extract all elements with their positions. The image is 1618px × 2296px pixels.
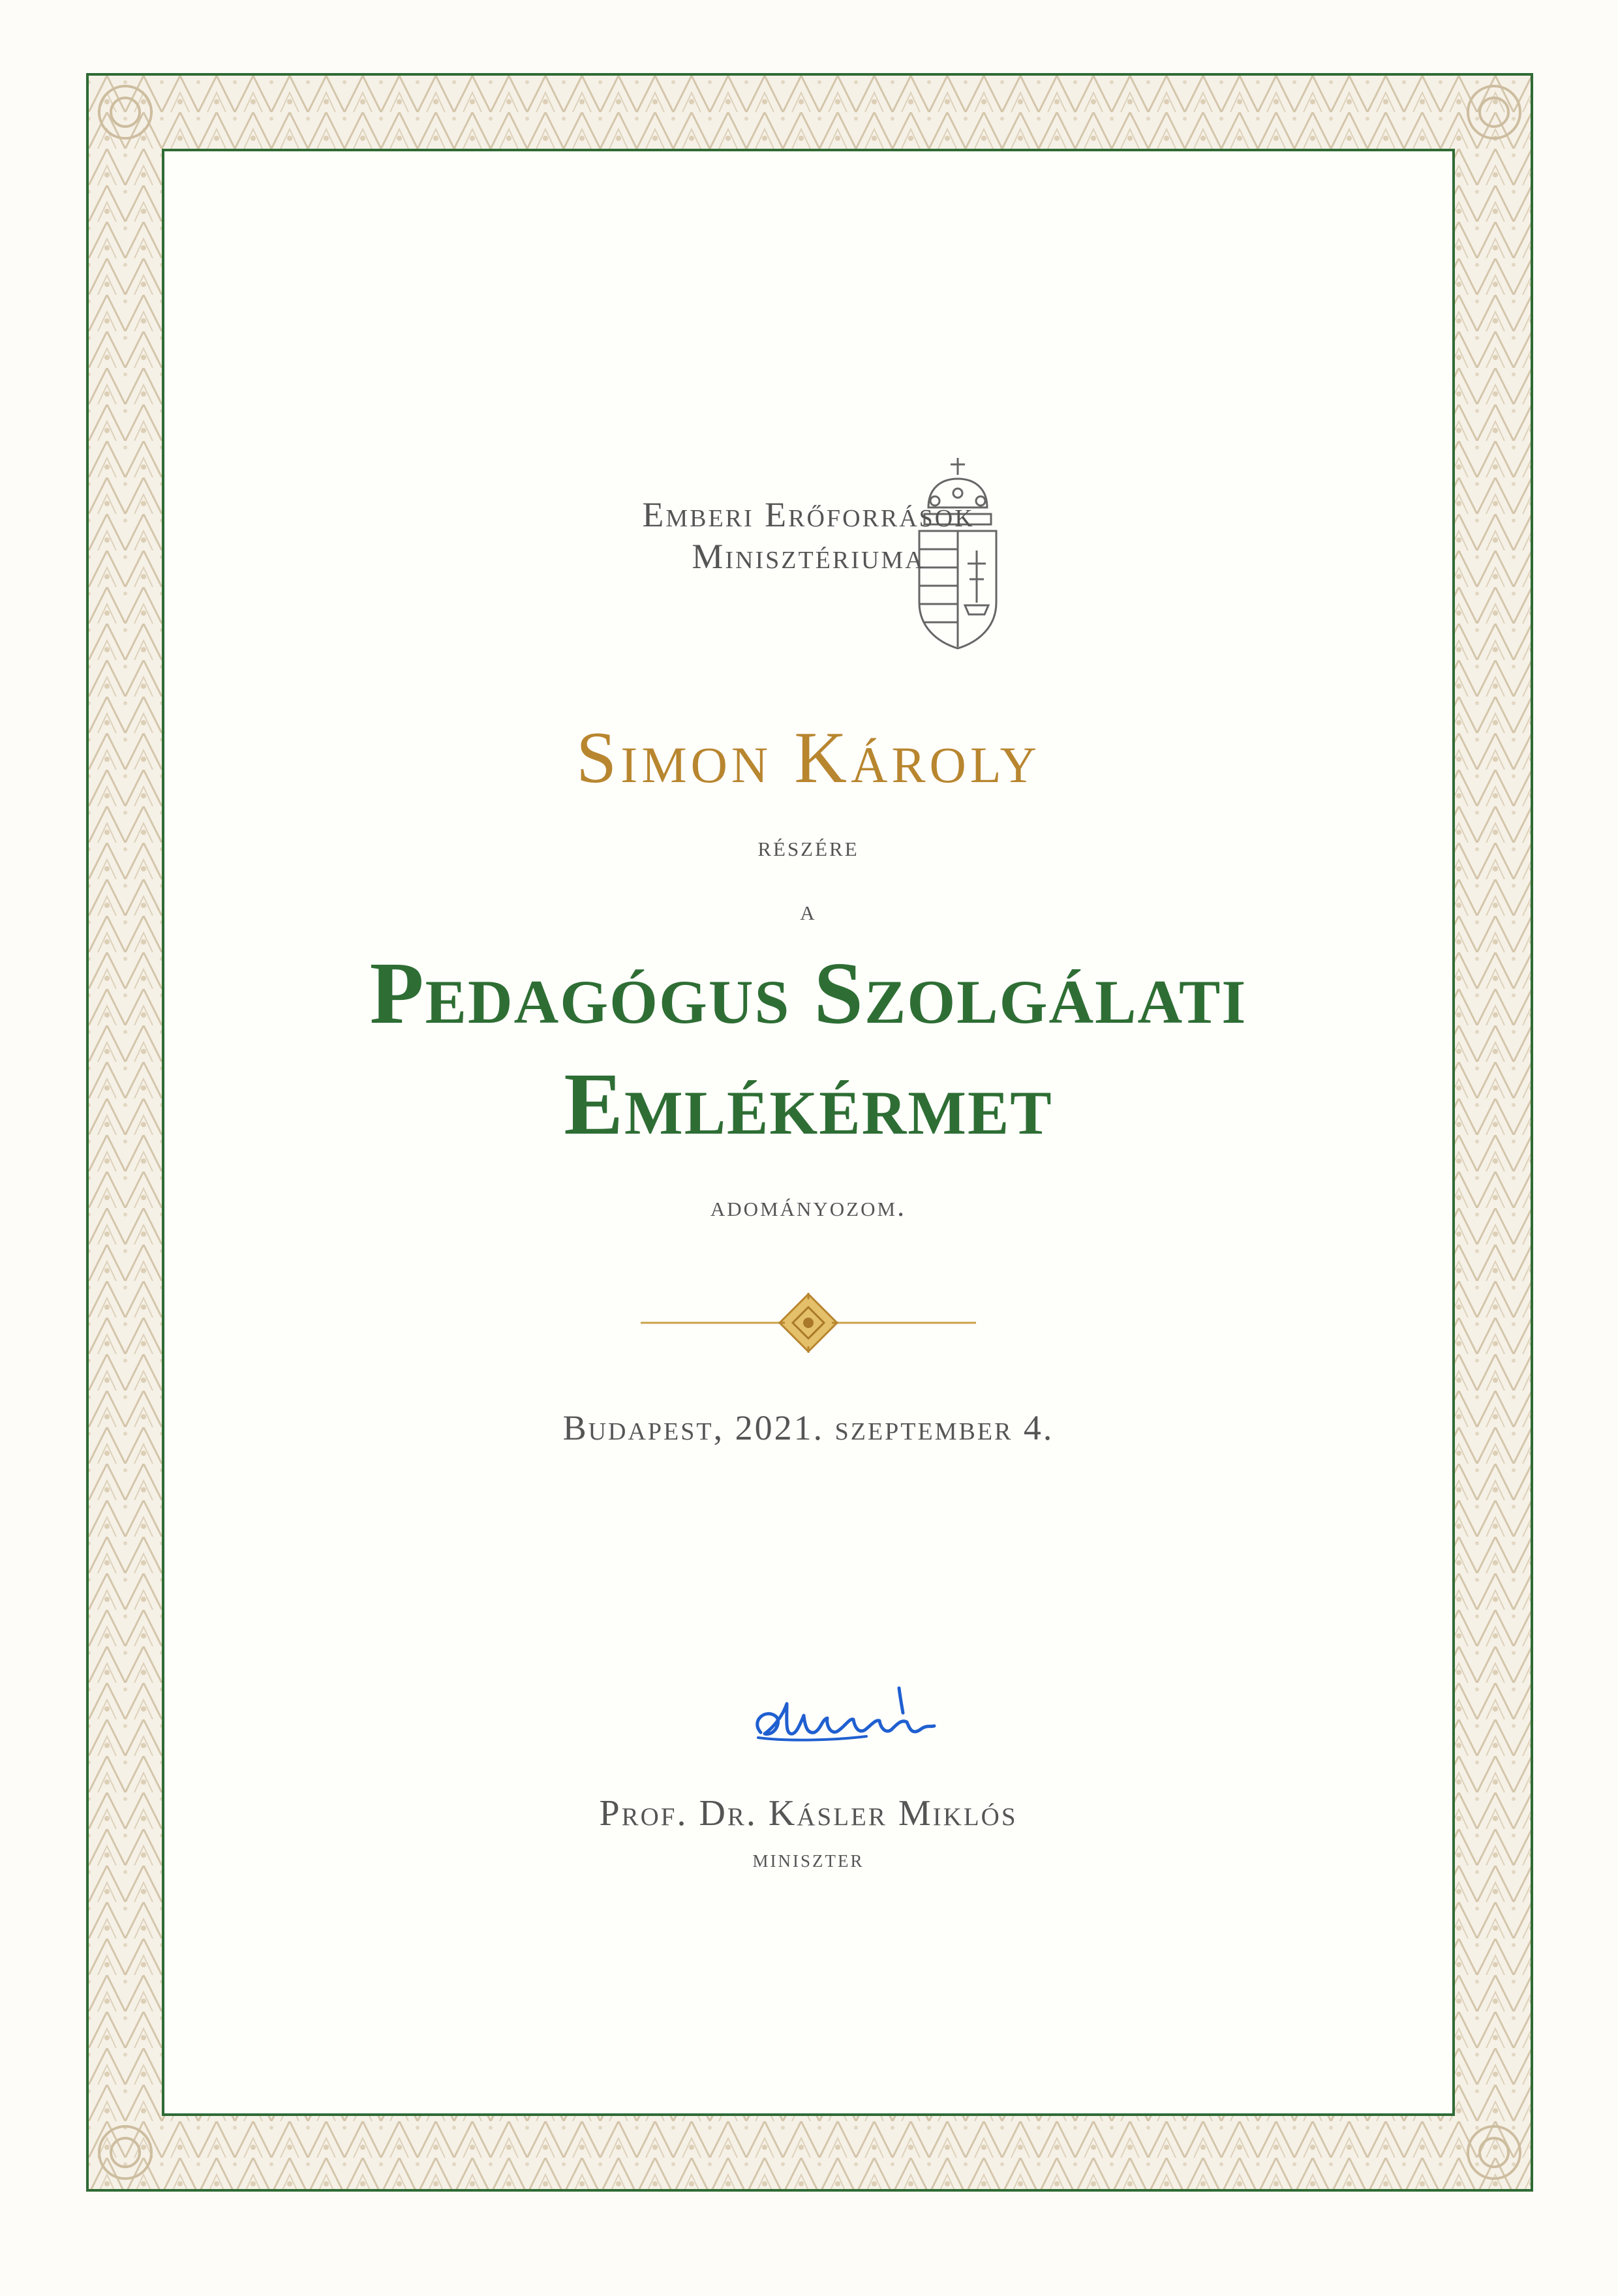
donation-statement: adományozom. [710, 1190, 907, 1222]
handwritten-signature [736, 1682, 958, 1760]
signer-name: Prof. Dr. Kásler Miklós [599, 1793, 1018, 1834]
award-title-line2: Emlékérmet [564, 1055, 1053, 1153]
gold-ornament-divider-icon [641, 1290, 976, 1355]
ministry-name-line2: Minisztériuma [692, 537, 925, 576]
for-label: részére [757, 830, 859, 862]
recipient-name: Simon Károly [575, 718, 1041, 798]
award-title-line1: Pedagógus Szolgálati [369, 944, 1247, 1042]
certificate-content [162, 149, 1455, 2116]
article-label: a [800, 894, 817, 926]
ministry-name-line1: Emberi Erőforrások [642, 495, 975, 534]
place-and-date: Budapest, 2021. szeptember 4. [562, 1408, 1054, 1447]
signer-role: miniszter [752, 1845, 864, 1873]
